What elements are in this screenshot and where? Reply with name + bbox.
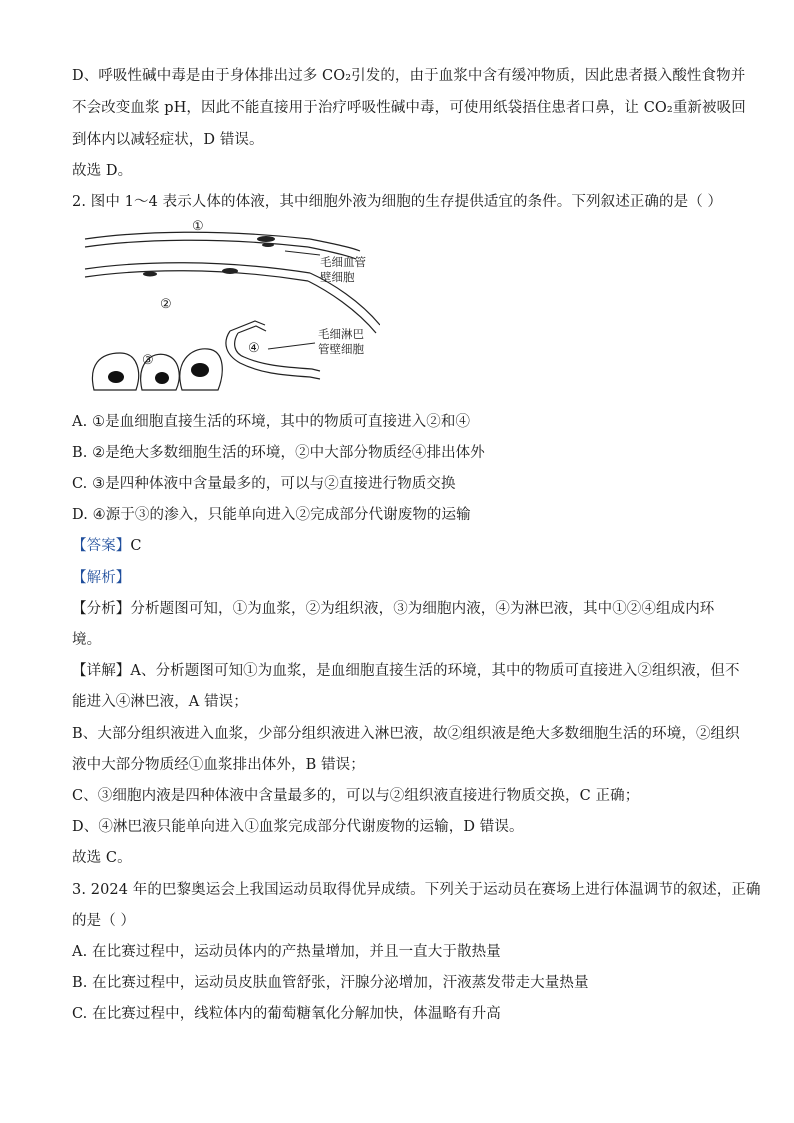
q3-option-b: B. 在比赛过程中，运动员皮肤血管舒张，汗腺分泌增加，汗液蒸发带走大量热量 — [72, 975, 589, 991]
diagram-svg — [80, 225, 380, 397]
q1-option-d-line-1: D、呼吸性碱中毒是由于身体排出过多 CO₂引发的，由于血浆中含有缓冲物质，因此患者摄入酸性食物并 — [72, 68, 746, 84]
label-lymph-mark: ④ — [248, 341, 260, 356]
xiangjie-text-a1: A、分析题图可知①为血浆，是血细胞直接生活的环境，其中的物质可直接进入②组织液，但不 — [130, 663, 740, 679]
answer-tag: 【答案】 — [72, 538, 131, 554]
answer-value: C — [130, 538, 142, 554]
q2-conclusion: 故选 C。 — [72, 850, 132, 866]
q2-xiangjie-line-b1: B、大部分组织液进入血浆，少部分组织液进入淋巴液，故②组织液是绝大多数细胞生活的环境，②组织 — [72, 726, 740, 742]
label-lymph-line2: 管壁细胞 — [318, 342, 364, 356]
fenxi-tag: 【分析】 — [72, 601, 131, 617]
q3-option-a: A. 在比赛过程中，运动员体内的产热量增加，并且一直大于散热量 — [72, 944, 501, 960]
q2-fenxi-line-2: 境。 — [72, 632, 102, 648]
q2-xiangjie-line-a1 — [72, 661, 740, 681]
q2-option-d: D. ④源于③的渗入，只能单向进入②完成部分代谢废物的运输 — [72, 507, 471, 523]
label-intracellular-mark: ③ — [142, 353, 154, 368]
q2-analysis-tag: 【解析】 — [72, 570, 131, 586]
q2-xiangjie-line-c: C、③细胞内液是四种体液中含量最多的，可以与②组织液直接进行物质交换，C 正确； — [72, 788, 640, 804]
q3-stem-line-2: 的是（ ） — [72, 913, 136, 929]
q2-xiangjie-line-a2: 能进入④淋巴液，A 错误； — [72, 694, 248, 710]
q1-option-d-line-2: 不会改变血浆 pH，因此不能直接用于治疗呼吸性碱中毒，可使用纸袋捂住患者口鼻，让 CO₂重新被吸回 — [72, 100, 746, 116]
label-capillary-line1: 毛细血管 — [320, 255, 366, 269]
q1-conclusion: 故选 D。 — [72, 163, 133, 179]
fenxi-text-1: 分析题图可知，①为血浆，②为组织液，③为细胞内液，④为淋巴液，其中①②④组成内环 — [130, 601, 715, 617]
q2-stem: 2. 图中 1～4 表示人体的体液，其中细胞外液为细胞的生存提供适宜的条件。下列叙述正确的是（ ） — [72, 194, 723, 210]
q2-answer — [72, 536, 142, 556]
q1-option-d-line-3: 到体内以减轻症状，D 错误。 — [72, 132, 264, 148]
label-capillary-line2: 壁细胞 — [320, 270, 355, 284]
q3-option-c: C. 在比赛过程中，线粒体内的葡萄糖氧化分解加快，体温略有升高 — [72, 1006, 501, 1022]
body-fluid-diagram — [80, 219, 380, 397]
q2-xiangjie-line-d: D、④淋巴液只能单向进入①血浆完成部分代谢废物的运输，D 错误。 — [72, 819, 524, 835]
label-plasma-mark: ① — [192, 219, 204, 234]
q3-stem-line-1: 3. 2024 年的巴黎奥运会上我国运动员取得优异成绩。下列关于运动员在赛场上进行体温调节的叙述，正确 — [72, 882, 761, 898]
q2-option-a: A. ①是血细胞直接生活的环境，其中的物质可直接进入②和④ — [72, 414, 471, 430]
xiangjie-tag: 【详解】 — [72, 663, 131, 679]
q2-option-b: B. ②是绝大多数细胞生活的环境，②中大部分物质经④排出体外 — [72, 445, 485, 461]
label-lymph-line1: 毛细淋巴 — [318, 327, 364, 341]
label-tissue-fluid-mark: ② — [160, 297, 172, 312]
q2-xiangjie-line-b2: 液中大部分物质经①血浆排出体外，B 错误； — [72, 757, 365, 773]
q2-fenxi-line-1 — [72, 599, 714, 619]
q2-option-c: C. ③是四种体液中含量最多的，可以与②直接进行物质交换 — [72, 476, 456, 492]
